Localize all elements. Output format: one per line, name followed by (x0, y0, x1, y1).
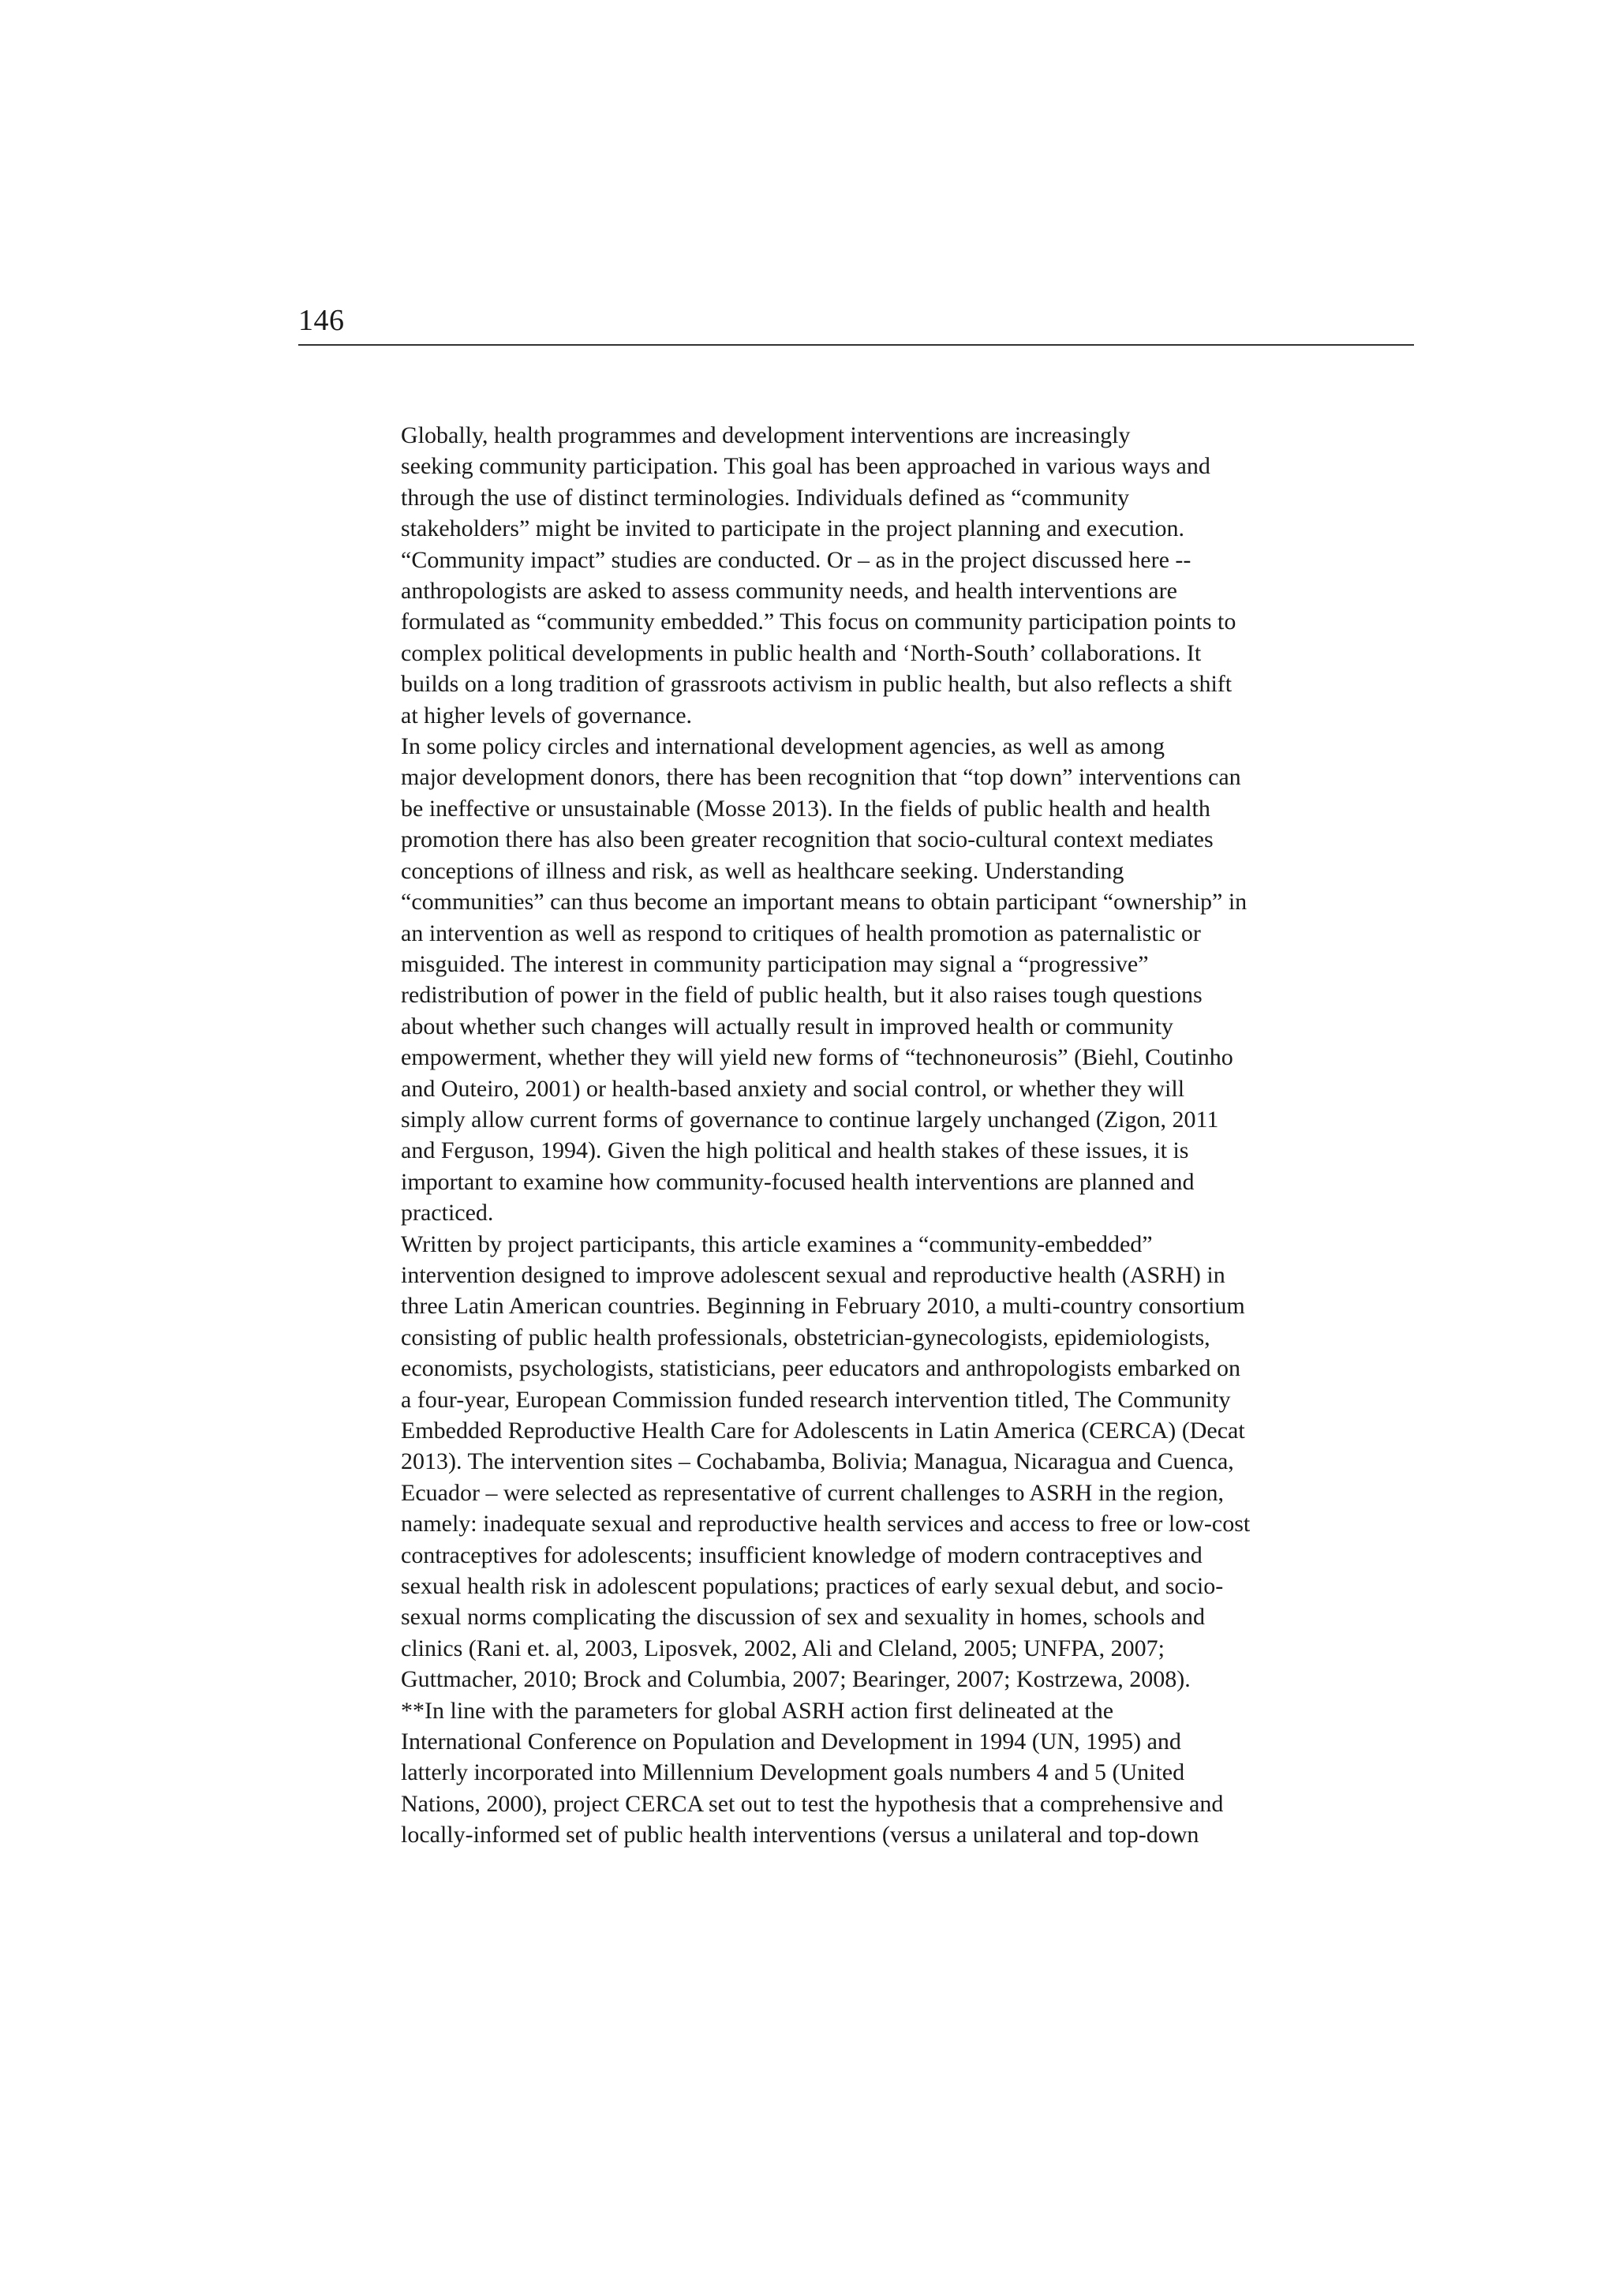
text-line: sexual norms complicating the discussion of sex and sexuality in homes, schools and (401, 1604, 1206, 1631)
text-line: anthropologists are asked to assess community needs, and health interventions are (401, 578, 1177, 605)
text-line: sexual health risk in adolescent populations; practices of early sexual debut, and socio- (401, 1573, 1224, 1600)
text-line: “Community impact” studies are conducted. Or – as in the project discussed here -- (401, 546, 1191, 573)
text-line: Written by project participants, this article examines a “community-embedded” (401, 1230, 1153, 1257)
text-line: at higher levels of governance. (401, 702, 693, 729)
text-line: an intervention as well as respond to critiques of health promotion as paternalistic or (401, 920, 1201, 946)
text-line: intervention designed to improve adolescent sexual and reproductive health (ASRH) in (401, 1261, 1225, 1288)
paragraph-in-line-with (322, 1695, 1300, 1851)
header-divider (298, 344, 1414, 346)
text-line: promotion there has also been greater recognition that socio-cultural context mediates (401, 826, 1214, 853)
text-line: redistribution of power in the field of public health, but it also raises tough questions (401, 982, 1203, 1009)
text-line: practiced. (401, 1200, 494, 1227)
text-line: **In line with the parameters for global ASRH action first delineated at the (401, 1697, 1114, 1724)
text-line: latterly incorporated into Millennium Development goals numbers 4 and 5 (United (401, 1759, 1185, 1786)
text-line: 2013). The intervention sites – Cochabamba, Bolivia; Managua, Nicaragua and Cuenca, (401, 1448, 1234, 1475)
text-line: three Latin American countries. Beginning in February 2010, a multi-country consortium (401, 1293, 1245, 1320)
text-line: through the use of distinct terminologies. Individuals defined as “community (401, 484, 1130, 511)
paragraph-policy-circles (322, 731, 1300, 1229)
text-line: consisting of public health professionals, obstetrician-gynecologists, epidemiologists, (401, 1324, 1210, 1350)
text-line: complex political developments in public health and ‘North-South’ collaborations. It (401, 639, 1202, 666)
text-line: simply allow current forms of governance to continue largely unchanged (Zigon, 2011 (401, 1106, 1219, 1133)
text-line: clinics (Rani et. al, 2003, Liposvek, 2002, Ali and Cleland, 2005; UNFPA, 2007; (401, 1635, 1165, 1661)
body-text (322, 420, 1300, 1851)
text-line: major development donors, there has been recognition that “top down” interventions can (401, 764, 1241, 791)
text-line: Globally, health programmes and development interventions are increasingly (401, 422, 1131, 448)
text-line: International Conference on Population and Development in 1994 (UN, 1995) and (401, 1729, 1181, 1755)
text-line: economists, psychologists, statisticians, peer educators and anthropologists embarked on (401, 1355, 1240, 1382)
text-line: and Ferguson, 1994). Given the high political and health stakes of these issues, it is (401, 1137, 1189, 1164)
text-line: seeking community participation. This goal has been approached in various ways and (401, 453, 1210, 480)
text-line: stakeholders” might be invited to participate in the project planning and execution. (401, 515, 1185, 542)
text-line: about whether such changes will actually result in improved health or community (401, 1013, 1173, 1039)
page-number: 146 (298, 304, 345, 337)
text-line: conceptions of illness and risk, as well as healthcare seeking. Understanding (401, 857, 1124, 884)
text-line: Nations, 2000), project CERCA set out to test the hypothesis that a comprehensive and (401, 1790, 1224, 1817)
text-line: formulated as “community embedded.” This focus on community participation points to (401, 609, 1236, 635)
text-line: empowerment, whether they will yield new forms of “technoneurosis” (Biehl, Coutinho (401, 1044, 1233, 1071)
text-line: important to examine how community-focused health interventions are planned and (401, 1168, 1195, 1195)
text-line: namely: inadequate sexual and reproductive health services and access to free or low-cost (401, 1511, 1251, 1538)
text-line: Ecuador – were selected as representative of current challenges to ASRH in the region, (401, 1479, 1224, 1506)
paragraph-globally (322, 420, 1300, 731)
text-line: and Outeiro, 2001) or health-based anxiety and social control, or whether they will (401, 1075, 1185, 1102)
paragraph-written-by (322, 1229, 1300, 1695)
text-line: In some policy circles and international development agencies, as well as among (401, 733, 1165, 760)
text-line: locally-informed set of public health interventions (versus a unilateral and top-down (401, 1822, 1199, 1848)
text-line: misguided. The interest in community participation may signal a “progressive” (401, 950, 1149, 977)
text-line: be ineffective or unsustainable (Mosse 2013). In the fields of public health and health (401, 795, 1210, 822)
text-line: “communities” can thus become an important means to obtain participant “ownership” in (401, 889, 1248, 916)
text-line: contraceptives for adolescents; insufficient knowledge of modern contraceptives and (401, 1541, 1203, 1568)
text-line: Embedded Reproductive Health Care for Adolescents in Latin America (CERCA) (Decat (401, 1418, 1245, 1444)
text-line: Guttmacher, 2010; Brock and Columbia, 2007; Bearinger, 2007; Kostrzewa, 2008). (401, 1666, 1191, 1693)
text-line: builds on a long tradition of grassroots activism in public health, but also reflects a shift (401, 671, 1233, 698)
text-line: a four-year, European Commission funded research intervention titled, The Community (401, 1386, 1231, 1413)
